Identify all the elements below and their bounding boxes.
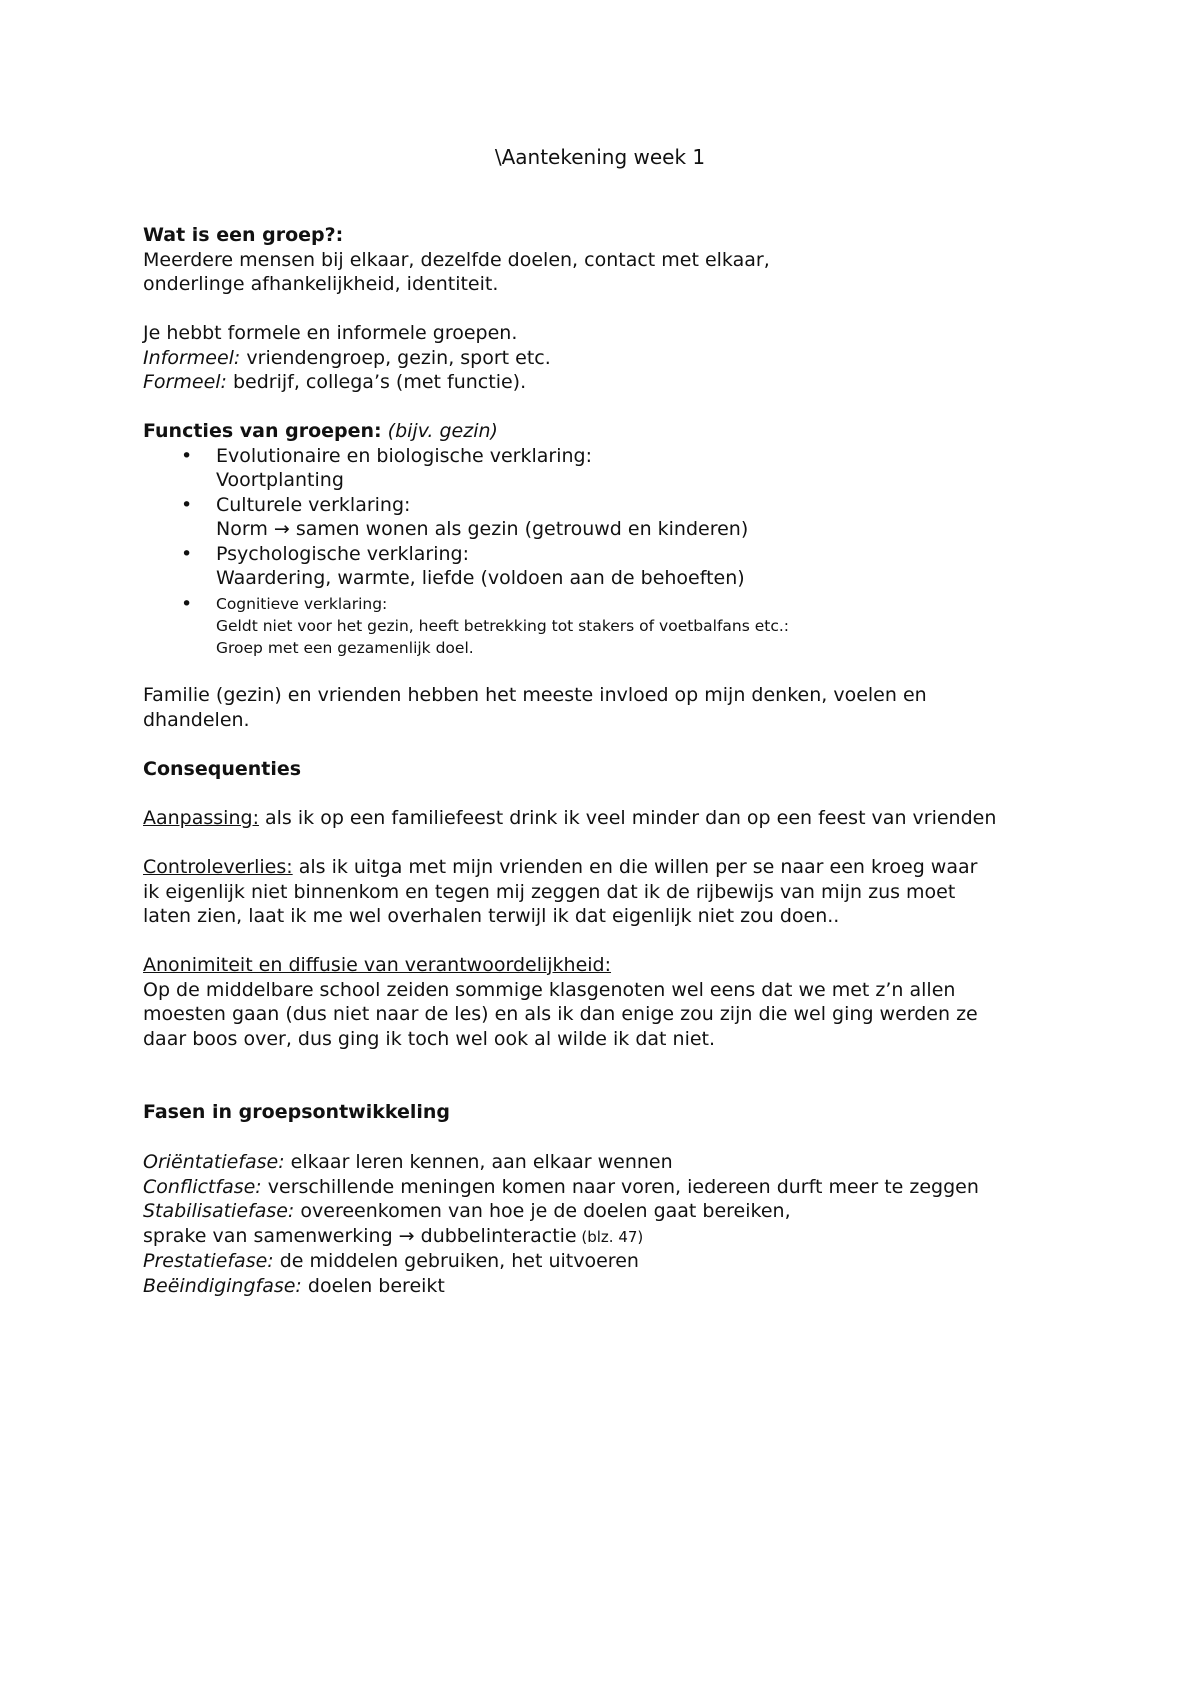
groep-line-1: Meerdere mensen bij elkaar, dezelfde doelen, contact met elkaar, (143, 248, 770, 271)
fasen-list (143, 1150, 1103, 1298)
groep-line-2: onderlinge afhankelijkheid, identiteit. (143, 273, 499, 295)
list-item-detail-2: Groep met een gezamenlijk doel. (216, 638, 474, 657)
anonimiteit-text-3: daar boos over, dus ging ik toch wel ook al wilde ik dat niet. (143, 1027, 716, 1050)
section-groep (143, 223, 1103, 297)
section-familie (143, 683, 1103, 732)
aanpassing-text: als ik op een familiefeest drink ik veel minder dan op een feest van vrienden (258, 807, 997, 829)
list-item-detail: Norm → samen wonen als gezin (getrouwd en kinderen) (216, 518, 749, 540)
anonimiteit-text-1: Op de middelbare school zeiden sommige klasgenoten wel eens dat we met z’n allen (143, 978, 956, 1001)
controle-text-3: laten zien, laat ik me wel overhalen terwijl ik dat eigenlijk niet zou doen.. (143, 905, 840, 927)
list-item-title: • Cognitieve verklaring: (216, 594, 388, 613)
familie-line-2: dhandelen. (143, 708, 250, 731)
list-item-title: • Evolutionaire en biologische verklaring: (216, 444, 592, 467)
fase-stabilisatie (143, 1199, 1103, 1224)
anonimiteit-paragraph (143, 953, 1103, 1051)
informeel-label: Informeel: (143, 346, 241, 369)
controle-label: Controleverlies: (143, 856, 293, 878)
list-item-detail: Geldt niet voor het gezin, heeft betrekking tot stakers of voetbalfans etc.: (216, 616, 790, 635)
controle-text-2: ik eigenlijk niet binnenkom en tegen mij zeggen dat ik de rijbewijs van mijn zus moet (143, 880, 956, 903)
orientatie-label: Oriëntatiefase: (143, 1151, 285, 1173)
fase-conflict (143, 1175, 1103, 1200)
list-item-title: • Culturele verklaring: (216, 493, 411, 516)
anonimiteit-text-2: moesten gaan (dus niet naar de les) en als ik dan enige zou zijn die wel ging werden ze (143, 1003, 978, 1025)
prestatie-text: de middelen gebruiken, het uitvoeren (273, 1250, 639, 1272)
aanpassing-paragraph (143, 806, 1103, 831)
formeel-intro: Je hebbt formele en informele groepen. (143, 322, 518, 344)
anonimiteit-label: Anonimiteit en diffusie van verantwoordelijkheid: (143, 954, 612, 976)
stabilisatie-text: overeenkomen van hoe je de doelen gaat bereiken, (294, 1200, 791, 1222)
groep-heading: Wat is een groep?: (143, 224, 344, 246)
conflict-label: Conflictfase: (143, 1175, 262, 1198)
formeel-line (143, 370, 1103, 395)
controleverlies-paragraph (143, 855, 1103, 929)
functies-heading: Functies van groepen: (143, 420, 382, 442)
page-title: \Aantekening week 1 (494, 145, 706, 169)
aanpassing-label: Aanpassing: (143, 807, 259, 829)
list-item-detail: Waardering, warmte, liefde (voldoen aan de behoeften) (216, 567, 745, 589)
orientatie-text: elkaar leren kennen, aan elkaar wennen (284, 1151, 673, 1173)
list-item (143, 444, 1103, 493)
formeel-label: Formeel: (143, 371, 227, 393)
section-formeel (143, 321, 1103, 395)
consequenties-heading: Consequenties (143, 758, 302, 780)
list-item (143, 493, 1103, 542)
fasen-heading: Fasen in groepsontwikkeling (143, 1101, 451, 1123)
fase-beeindiging (143, 1274, 1103, 1299)
beeindiging-text: doelen bereikt (301, 1274, 445, 1297)
conflict-text: verschillende meningen komen naar voren, iedereen durft meer te zeggen (261, 1175, 979, 1198)
section-fasen (143, 1100, 1103, 1125)
beeindiging-label: Beëindigingfase: (143, 1274, 302, 1297)
list-item-title: • Psychologische verklaring: (216, 542, 470, 565)
fase-orientatie (143, 1150, 1103, 1175)
fase-samenwerking (143, 1224, 1103, 1250)
blz-note: (blz. 47) (576, 1227, 644, 1246)
formeel-text: bedrijf, collega’s (met functie). (226, 371, 527, 393)
functies-note: (bijv. gezin) (381, 420, 498, 442)
section-functies (143, 419, 1103, 659)
controle-text-1: als ik uitga met mijn vrienden en die willen per se naar een kroeg waar (292, 856, 978, 878)
familie-line-1: Familie (gezin) en vrienden hebben het meeste invloed op mijn denken, voelen en (143, 684, 927, 706)
informeel-line (143, 346, 1103, 371)
list-item (143, 593, 1103, 659)
fase-prestatie (143, 1249, 1103, 1274)
functies-heading-line (143, 419, 1103, 444)
stabilisatie-label: Stabilisatiefase: (143, 1200, 295, 1222)
list-item-detail: Voortplanting (216, 469, 344, 491)
functies-list (143, 444, 1103, 659)
list-item (143, 542, 1103, 591)
samenwerking-text: sprake van samenwerking → dubbelinteractie (143, 1224, 577, 1247)
informeel-text: vriendengroep, gezin, sport etc. (240, 346, 551, 369)
section-consequenties (143, 757, 1103, 782)
prestatie-label: Prestatiefase: (143, 1250, 274, 1272)
